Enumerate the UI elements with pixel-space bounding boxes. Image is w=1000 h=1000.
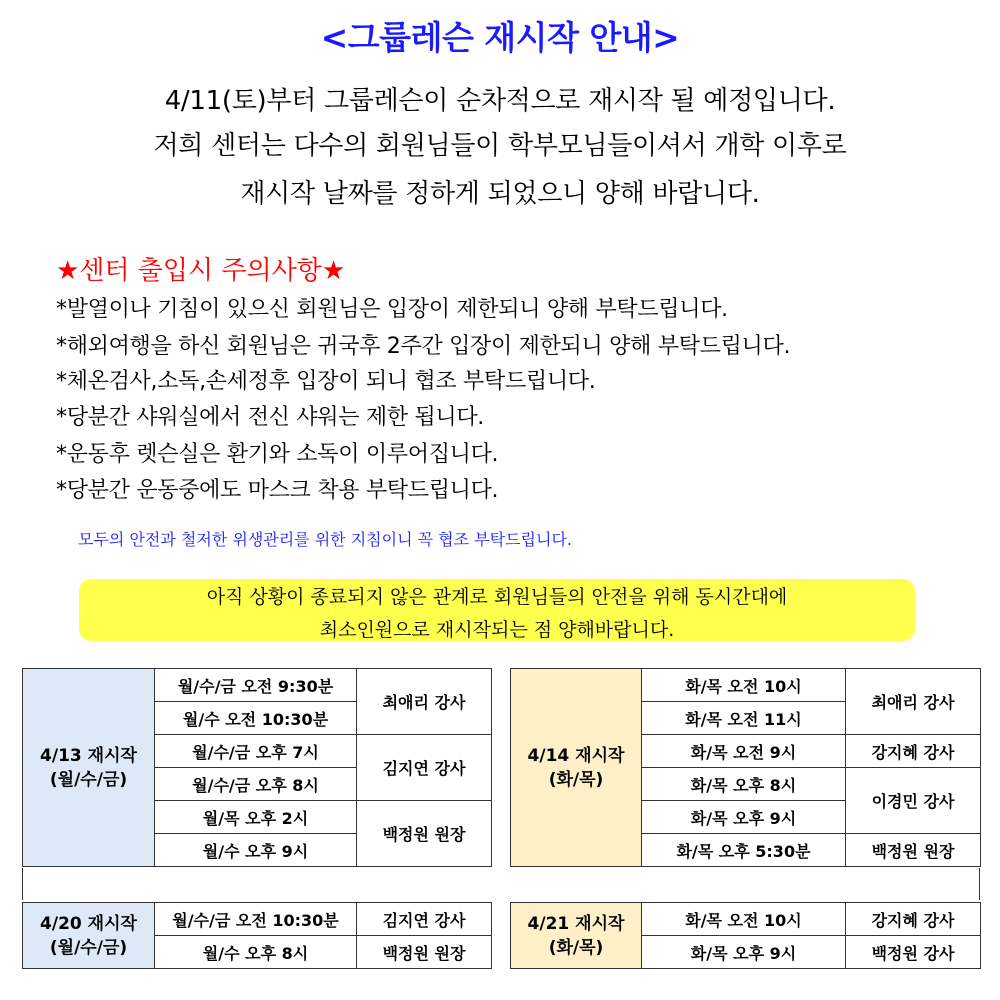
instructor: 강지혜 강사 [846, 735, 981, 768]
intro-line-3: 재시작 날짜를 정하게 되었으니 양해 바랍니다. [240, 179, 760, 209]
instructor: 최애리 강사 [357, 669, 492, 735]
notice-heading: ★센터 출입시 주의사항★ [56, 256, 346, 286]
instructor: 백정원 원장 [846, 834, 981, 867]
class-days: (화/목) [548, 769, 604, 790]
yellow-notice-line-2: 최소인원으로 재시작되는 점 양해바랍니다. [319, 619, 675, 641]
instructor: 백정원 원장 [357, 936, 492, 969]
class-time: 화/목 오후 9시 [642, 936, 846, 969]
schedule-table-0413 [22, 668, 492, 867]
class-time: 화/목 오전 9시 [642, 735, 846, 768]
intro-line-2: 저희 센터는 다수의 회원님들이 학부모님들이셔서 개학 이후로 [153, 131, 847, 161]
class-time: 화/목 오후 5:30분 [642, 834, 846, 867]
schedule-header-0421 [511, 903, 642, 969]
class-time: 월/수/금 오전 9:30분 [155, 669, 357, 702]
instructor: 백정원 원장 [357, 801, 492, 867]
class-time: 월/목 오후 2시 [155, 801, 357, 834]
class-time: 월/수 오후 9시 [155, 834, 357, 867]
schedule-header-0420 [23, 903, 155, 969]
instructor: 김지연 강사 [357, 735, 492, 801]
page-title: <그룹레슨 재시작 안내> [320, 18, 680, 57]
instructor: 백정원 강사 [846, 936, 981, 969]
schedule-header-0414 [511, 669, 642, 867]
yellow-notice-line-1: 아직 상황이 종료되지 않은 관계로 회원님들의 안전을 위해 동시간대에 [206, 586, 788, 608]
restart-date: 4/20 재시작 [40, 913, 137, 934]
class-time: 월/수/금 오후 8시 [155, 768, 357, 801]
class-time: 화/목 오후 9시 [642, 801, 846, 834]
instructor: 이경민 강사 [846, 768, 981, 834]
class-time: 월/수 오전 10:30분 [155, 702, 357, 735]
rule-item: *발열이나 기침이 있으신 회원님은 입장이 제한되니 양해 부탁드립니다. [56, 297, 728, 322]
instructor: 강지혜 강사 [846, 903, 981, 936]
instructor: 김지연 강사 [357, 903, 492, 936]
restart-date: 4/21 재시작 [527, 913, 625, 934]
class-days: (월/수/금) [49, 769, 128, 790]
rule-item: *당분간 운동중에도 마스크 착용 부탁드립니다. [56, 478, 499, 503]
intro-line-1: 4/11(토)부터 그룹레슨이 순차적으로 재시작 될 예정입니다. [164, 86, 836, 116]
class-time: 화/목 오후 8시 [642, 768, 846, 801]
schedule-table-0421 [510, 902, 981, 969]
restart-date: 4/13 재시작 [40, 745, 137, 766]
yellow-notice-box [79, 579, 915, 641]
schedule-table-0414 [510, 668, 981, 867]
rule-item: *당분간 샤워실에서 전신 샤워는 제한 됩니다. [56, 405, 484, 430]
class-days: (월/수/금) [49, 937, 128, 958]
instructor: 최애리 강사 [846, 669, 981, 735]
class-time: 화/목 오전 11시 [642, 702, 846, 735]
class-time: 월/수/금 오후 7시 [155, 735, 357, 768]
class-time: 월/수 오후 8시 [155, 936, 357, 969]
rule-item: *체온검사,소독,손세정후 입장이 되니 협조 부탁드립니다. [56, 369, 596, 394]
class-days: (화/목) [548, 937, 604, 958]
safety-note: 모두의 안전과 철저한 위생관리를 위한 지침이니 꼭 협조 부탁드립니다. [78, 530, 572, 549]
restart-date: 4/14 재시작 [527, 745, 625, 766]
rule-item: *해외여행을 하신 회원님은 귀국후 2주간 입장이 제한되니 양해 부탁드립니다. [56, 334, 791, 359]
class-time: 화/목 오전 10시 [642, 669, 846, 702]
class-time: 화/목 오전 10시 [642, 903, 846, 936]
table-gap [22, 868, 980, 900]
class-time: 월/수/금 오전 10:30분 [155, 903, 357, 936]
schedule-header-0413 [23, 669, 155, 867]
rule-item: *운동후 렛슨실은 환기와 소독이 이루어집니다. [56, 442, 499, 467]
schedule-table-0420 [22, 902, 492, 969]
